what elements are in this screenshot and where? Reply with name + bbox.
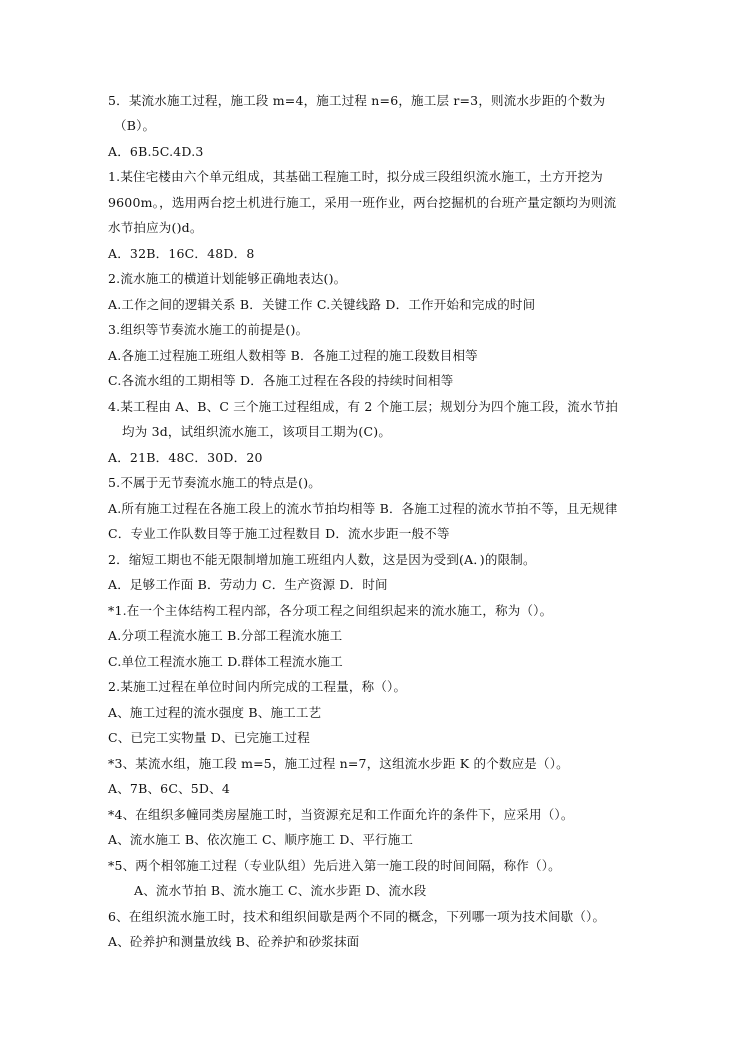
text-line: A.各施工过程施工班组人数相等 B．各施工过程的施工段数目相等: [108, 348, 478, 363]
text-line: A．足够工作面 B．劳动力 C．生产资源 D．时间: [108, 577, 388, 592]
text-line: A、流水节拍 B、流水施工 C、流水步距 D、流水段: [134, 883, 427, 898]
text-line: 4.某工程由 A、B、C 三个施工过程组成，有 2 个施工层；规划分为四个施工段，流水节拍: [108, 399, 619, 414]
text-line: （B）。: [114, 118, 156, 133]
text-line: 9600m。，选用两台挖土机进行施工，采用一班作业，两台挖掘机的台班产量定额均为则流: [108, 195, 617, 210]
text-line: A.分项工程流水施工 B.分部工程流水施工: [108, 628, 343, 643]
text-line: C．专业工作队数目等于施工过程数目 D．流水步距一般不等: [108, 526, 450, 541]
text-line: *5、两个相邻施工过程（专业队组）先后进入第一施工段的时间间隔，称作（）。: [108, 858, 561, 873]
text-line: *1.在一个主体结构工程内部，各分项工程之间组织起来的流水施工，称为（）。: [108, 603, 553, 618]
text-line: A、流水施工 B、依次施工 C、顺序施工 D、平行施工: [108, 832, 414, 847]
text-line: A.所有施工过程在各施工段上的流水节拍均相等 B．各施工过程的流水节拍不等，且无规律: [108, 501, 618, 516]
text-line: 5.不属于无节奏流水施工的特点是()。: [108, 475, 321, 490]
text-line: 水节拍应为()d。: [108, 220, 203, 235]
text-line: A、7B、6C、5D、4: [108, 781, 231, 796]
text-line: 2.流水施工的横道计划能够正确地表达()。: [108, 271, 347, 286]
text-line: A．32B．16C．48D．8: [108, 246, 255, 261]
text-line: 均为 3d，试组织流水施工，该项目工期为(C)。: [122, 424, 392, 439]
text-line: *4、在组织多幢同类房屋施工时，当资源充足和工作面允许的条件下，应采用（）。: [108, 807, 574, 822]
text-line: 5．某流水施工过程，施工段 m=4，施工过程 n=6，施工层 r=3，则流水步距的个数为: [108, 93, 606, 108]
text-line: 2.某施工过程在单位时间内所完成的工程量，称（）。: [108, 679, 407, 694]
text-line: 1.某住宅楼由六个单元组成，其基础工程施工时，拟分成三段组织流水施工，土方开挖为: [108, 169, 603, 184]
text-line: A．6B.5C.4D.3: [108, 144, 204, 159]
text-line: A．21B．48C．30D．20: [108, 450, 263, 465]
text-line: 3.组织等节奏流水施工的前提是()。: [108, 322, 309, 337]
text-line: A.工作之间的逻辑关系 B．关键工作 C.关键线路 D．工作开始和完成的时间: [108, 297, 536, 312]
text-line: C、已完工实物量 D、已完施工过程: [108, 730, 310, 745]
text-line: 6、在组织流水施工时，技术和组织间歇是两个不同的概念，下列哪一项为技术间歇（）。: [108, 909, 606, 924]
text-line: C.单位工程流水施工 D.群体工程流水施工: [108, 654, 343, 669]
text-line: A、施工过程的流水强度 B、施工工艺: [108, 705, 322, 720]
text-line: 2．缩短工期也不能无限制增加施工班组内人数，这是因为受到(A．)的限制。: [108, 552, 536, 567]
text-line: A、砼养护和测量放线 B、砼养护和砂浆抹面: [108, 934, 360, 949]
text-line: C.各流水组的工期相等 D．各施工过程在各段的持续时间相等: [108, 373, 454, 388]
text-line: *3、某流水组，施工段 m=5，施工过程 n=7，这组流水步距 K 的个数应是（）。: [108, 756, 569, 771]
